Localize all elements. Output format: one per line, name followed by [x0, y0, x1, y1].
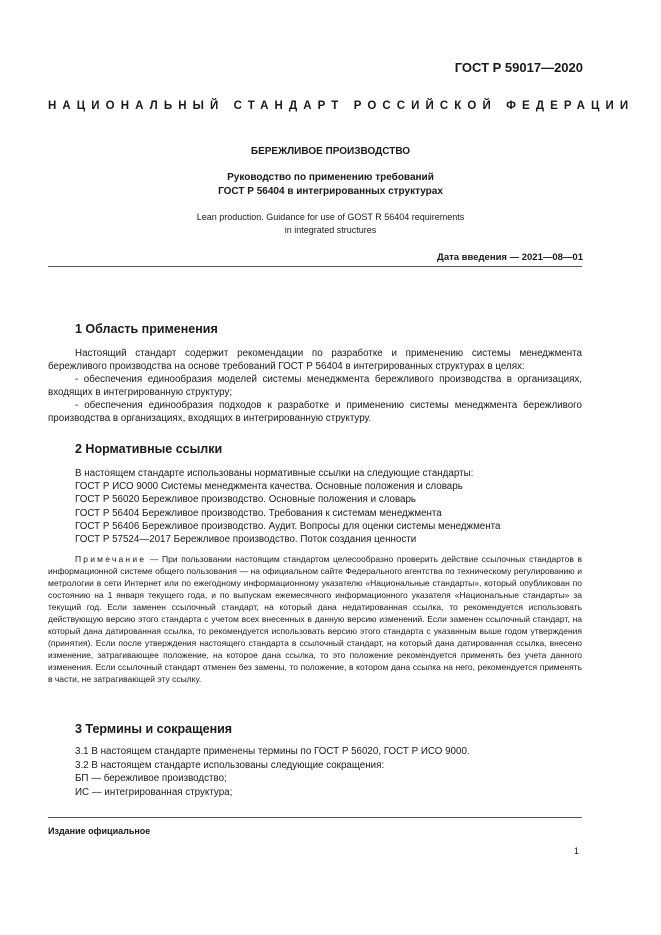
subtitle-line-1: Руководство по применению требований	[227, 172, 434, 183]
section-1-paragraph-3: - обеспечения единообразия подходов к разработке и применению системы менеджмента бережливого производства в организациях, входящих в интегрированную структуру.	[48, 400, 582, 424]
terms-line: 3.2 В настоящем стандарте использованы следующие сокращения:	[75, 759, 385, 771]
reference-item: ГОСТ Р 56406 Бережливое производство. Аудит. Вопросы для оценки системы менеджмента	[75, 520, 501, 532]
terms-line: ИС — интегрированная структура;	[75, 786, 233, 798]
terms-line: БП — бережливое производство;	[75, 773, 227, 784]
section-1-paragraph-1: Настоящий стандарт содержит рекомендации по разработке и применению системы менеджмента бережливого производства на основе требований ГОСТ Р 56404 в интегрированных структурах в целях:	[48, 348, 582, 372]
references-note	[48, 553, 582, 685]
english-title-line-1: Lean production. Guidance for use of GOST R 56404 requirements	[196, 212, 465, 222]
document-code: ГОСТ Р 59017—2020	[454, 60, 583, 75]
note-label: Примечание	[75, 554, 147, 564]
reference-item: ГОСТ Р ИСО 9000 Системы менеджмента качества. Основные положения и словарь	[75, 481, 463, 493]
note-text: — При пользовании настоящим стандартом целесообразно проверить действие ссылочных стандартов в информационной системе общего пользования — на официальном сайте Федерального агентства по техническому регулированию и метрологии в сети Интернет или по ежегодному информационному указателю «Национальные стандарты», который опубликован по состоянию на 1 января текущего года, и по выпускам ежемесячного информационного указателя «Национальные стандарты» за текущий год. Если заменен ссылочный стандарт, на который дана недатированная ссылка, то рекомендуется использовать действующую версию этого стандарта с учетом всех внесенных в данную версию изменений. Если заменен ссылочный стандарт, на который дана датированная ссылка, то рекомендуется использовать версию этого стандарта с указанным выше годом утверждения (принятия). Если после утверждения настоящего стандарта в ссылочный стандарт, на который дана датированная ссылка, внесено изменение, затрагивающее положение, на которое дана ссылка, то это положение рекомендуется применять без учета данного изменения. Если ссылочный стандарт отменен без замены, то положение, в котором дана ссылка на него, рекомендуется применять в части, не затрагивающей эту ссылку.	[48, 554, 582, 684]
footer-divider	[48, 817, 582, 818]
terms-list	[75, 745, 585, 799]
reference-item: ГОСТ Р 56404 Бережливое производство. Требования к системам менеджмента	[75, 507, 442, 519]
normative-references-list	[75, 467, 585, 546]
page-number: 1	[573, 846, 579, 857]
introduction-date: Дата введения — 2021—08—01	[437, 252, 583, 263]
reference-item: ГОСТ Р 56020 Бережливое производство. Основные положения и словарь	[75, 494, 417, 506]
english-title	[0, 211, 661, 237]
references-intro: В настоящем стандарте использованы нормативные ссылки на следующие стандарты:	[75, 468, 474, 479]
national-standard-heading: НАЦИОНАЛЬНЫЙ СТАНДАРТ РОССИЙСКОЙ ФЕДЕРАЦИИ	[48, 100, 635, 112]
section-2-heading: 2 Нормативные ссылки	[75, 442, 223, 456]
section-1-heading: 1 Область применения	[75, 322, 218, 336]
english-title-line-2: in integrated structures	[284, 225, 377, 235]
document-title: БЕРЕЖЛИВОЕ ПРОИЗВОДСТВО	[250, 146, 411, 157]
terms-line: 3.1 В настоящем стандарте применены термины по ГОСТ Р 56020, ГОСТ Р ИСО 9000.	[75, 746, 470, 757]
section-1-paragraph-2: - обеспечения единообразия моделей системы менеджмента бережливого производства в организациях, входящих в интегрированную структуру;	[48, 374, 582, 398]
reference-item: ГОСТ Р 57524—2017 Бережливое производство. Поток создания ценности	[75, 534, 417, 546]
header-divider	[48, 266, 582, 267]
section-3-heading: 3 Термины и сокращения	[75, 722, 233, 736]
document-subtitle	[0, 171, 661, 199]
official-edition-label: Издание официальное	[48, 826, 151, 836]
subtitle-line-2: ГОСТ Р 56404 в интегрированных структурах	[218, 186, 443, 197]
